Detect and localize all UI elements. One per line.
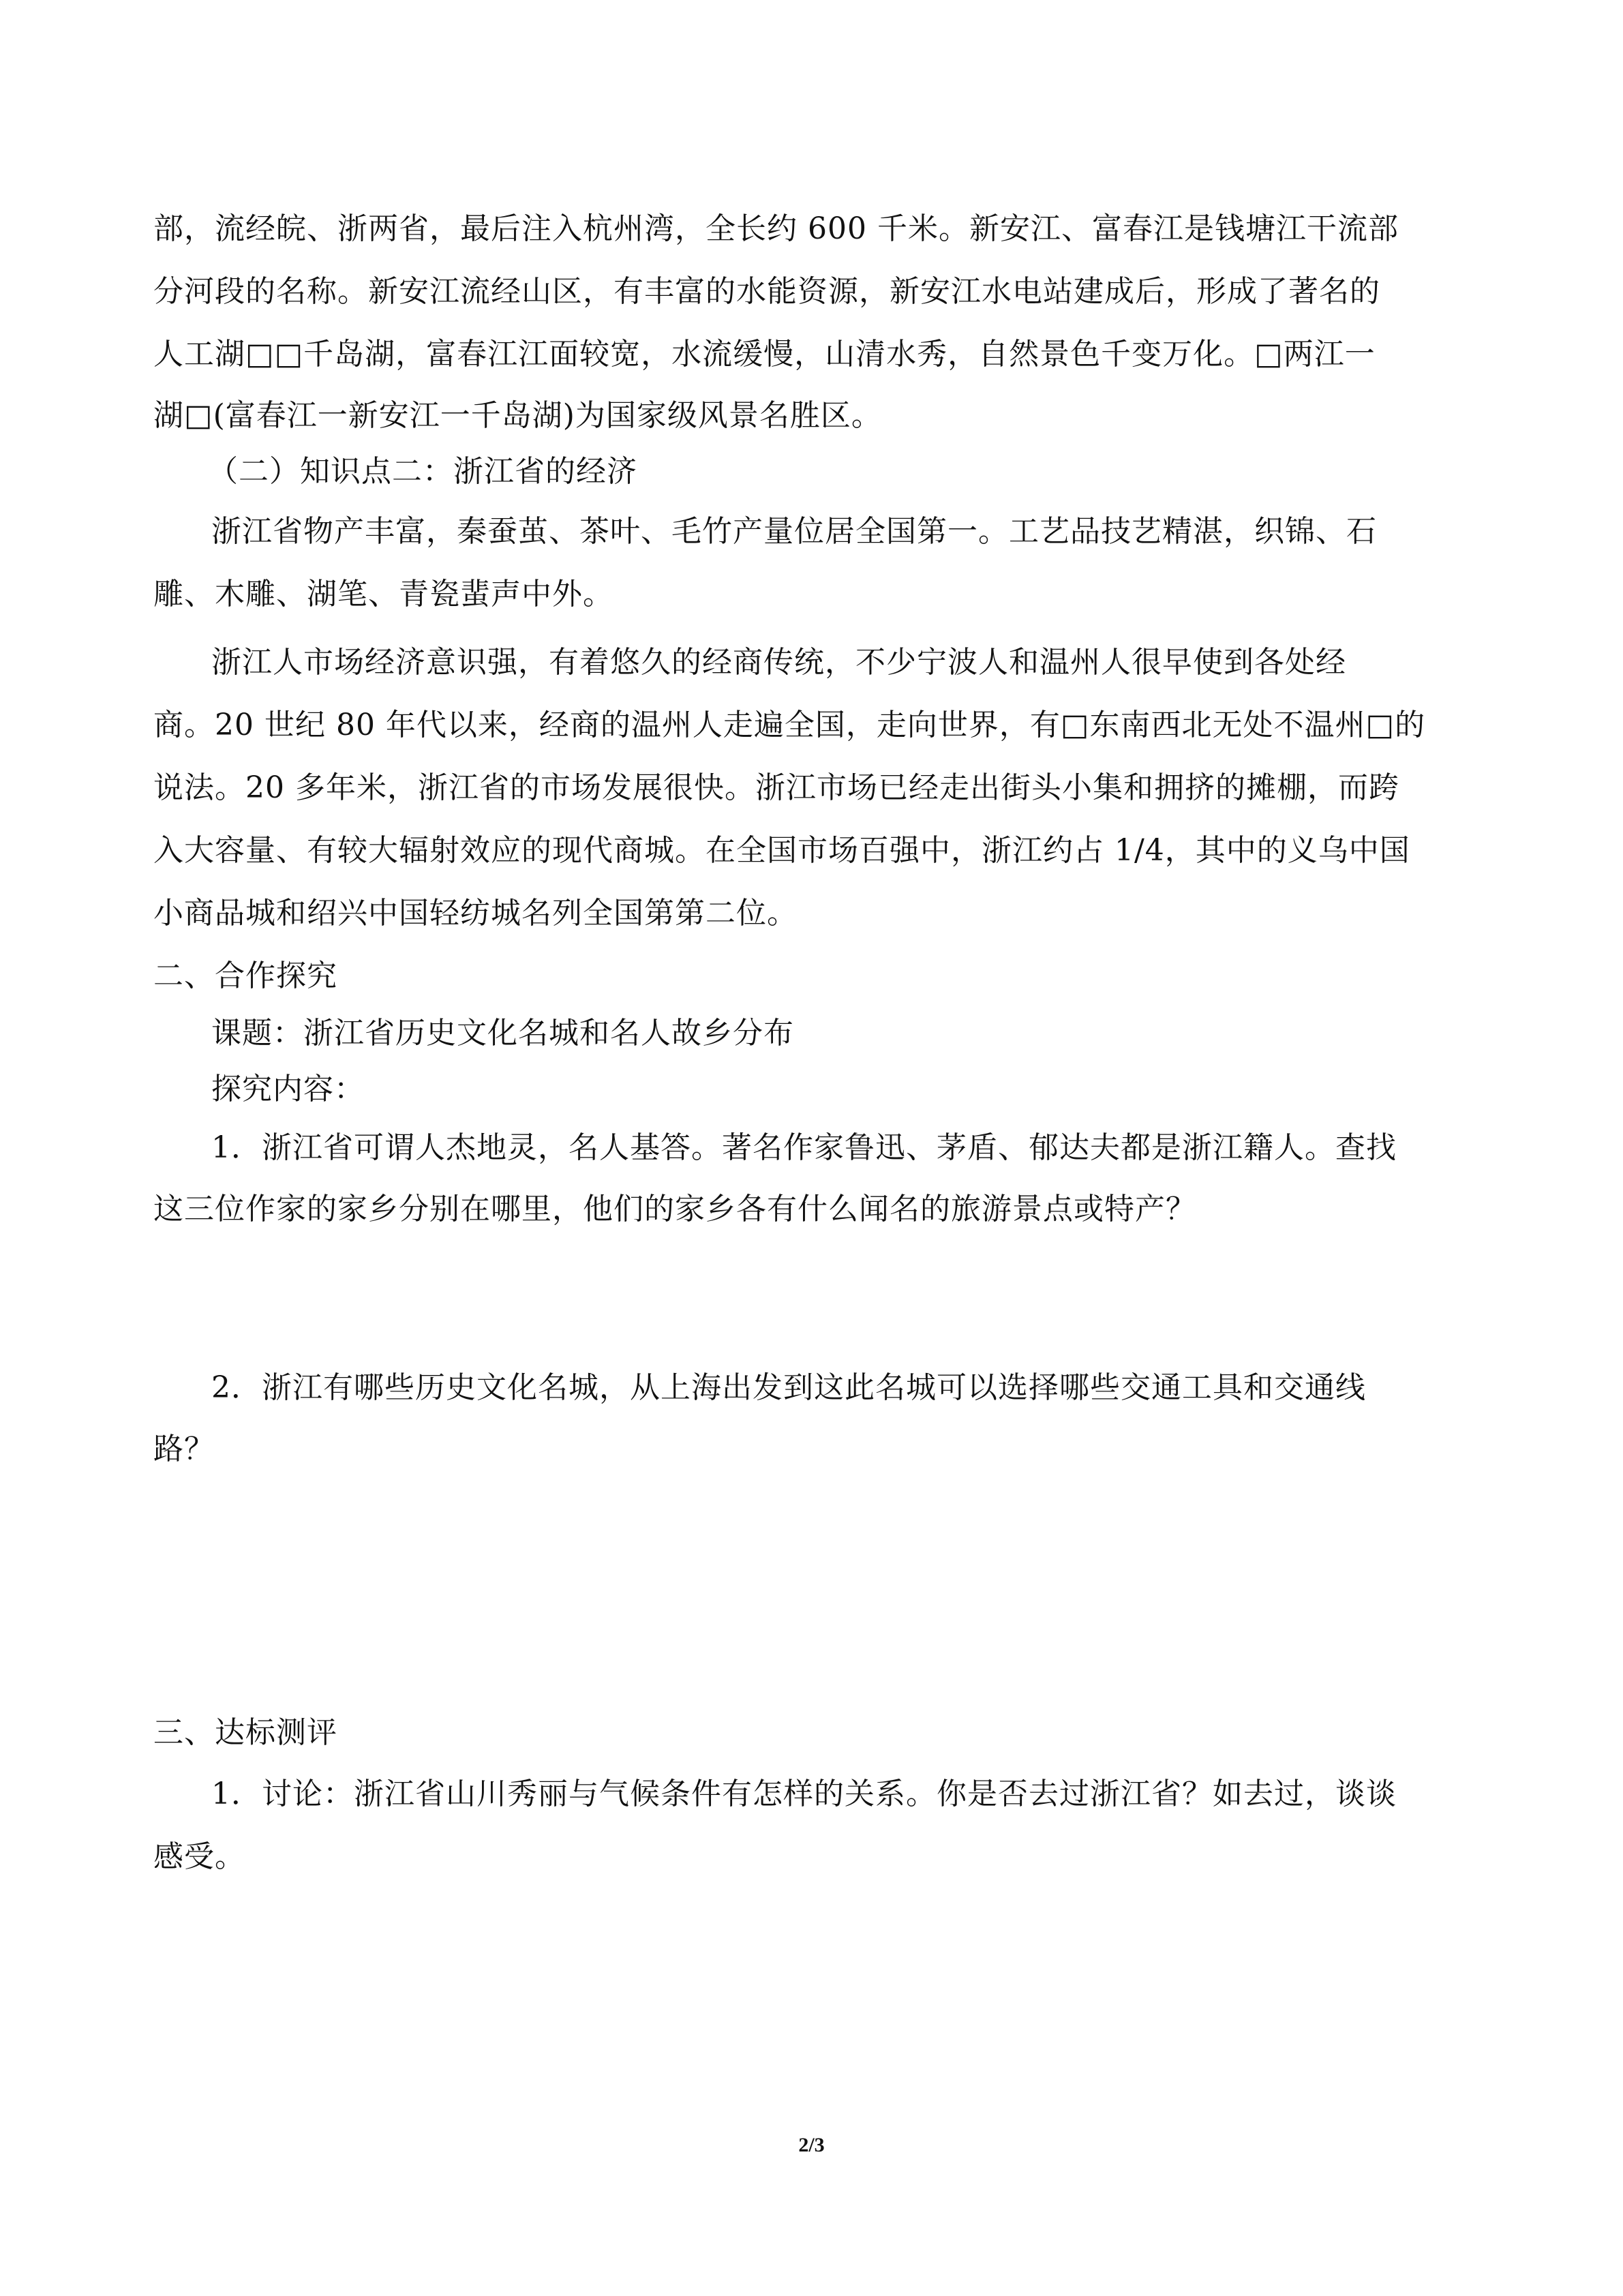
- question-line: 这三位作家的家乡分别在哪里，他们的家乡各有什么闻名的旅游景点或特产？: [153, 1192, 1196, 1226]
- paragraph-line: 部，流经皖、浙两省，最后注入杭州湾，全长约 600 千米。新安江、富春江是钱塘江干流部: [153, 211, 1399, 246]
- subheading: 探究内容：: [211, 1072, 365, 1106]
- section-heading: 三、达标测评: [153, 1715, 337, 1750]
- question-line: 1．讨论：浙江省山川秀丽与气候条件有怎样的关系。你是否去过浙江省？如去过，谈谈: [211, 1777, 1397, 1811]
- topic-line: 课题：浙江省历史文化名城和名人故乡分布: [211, 1016, 794, 1051]
- question-line: 路？: [153, 1432, 215, 1466]
- paragraph-line: 小商品城和绍兴中国轻纺城名列全国第第二位。: [153, 896, 798, 931]
- paragraph-line: 湖□(富春江一新安江一千岛湖)为国家级风景名胜区。: [153, 398, 882, 433]
- paragraph-line: 人工湖□□千岛湖，富春江江面较宽，水流缓慢，山清水秀，自然景色千变万化。□两江一: [153, 337, 1376, 372]
- paragraph-line: 分河段的名称。新安江流经山区，有丰富的水能资源，新安江水电站建成后，形成了著名的: [153, 274, 1380, 309]
- paragraph-line: 雕、木雕、湖笔、青瓷蜚声中外。: [153, 577, 613, 611]
- page-number: 2/3: [798, 2134, 825, 2156]
- section-heading: （二）知识点二：浙江省的经济: [208, 454, 637, 489]
- question-line: 2．浙江有哪些历史文化名城，从上海出发到这此名城可以选择哪些交通工具和交通线: [211, 1370, 1366, 1405]
- paragraph-line: 商。20 世纪 80 年代以来，经商的温州人走遍全国，走向世界，有□东南西北无处不温州□的: [153, 708, 1426, 742]
- paragraph-line: 说法。20 多年米，浙江省的市场发展很快。浙江市场已经走出街头小集和拥挤的摊棚，而跨: [153, 770, 1399, 805]
- paragraph-line: 浙江省物产丰富，秦蚕茧、茶叶、毛竹产量位居全国第一。工艺品技艺精湛，织锦、石: [211, 514, 1377, 549]
- question-line: 感受。: [153, 1839, 245, 1874]
- question-line: 1．浙江省可谓人杰地灵，名人基答。著名作家鲁迅、茅盾、郁达夫都是浙江籍人。查找: [211, 1130, 1397, 1165]
- paragraph-line: 入大容量、有较大辐射效应的现代商城。在全国市场百强中，浙江约占 1/4，其中的义乌中国: [153, 833, 1410, 868]
- section-heading: 二、合作探究: [153, 958, 337, 993]
- paragraph-line: 浙江人市场经济意识强，有着悠久的经商传统，不少宁波人和温州人很早使到各处经: [211, 645, 1346, 680]
